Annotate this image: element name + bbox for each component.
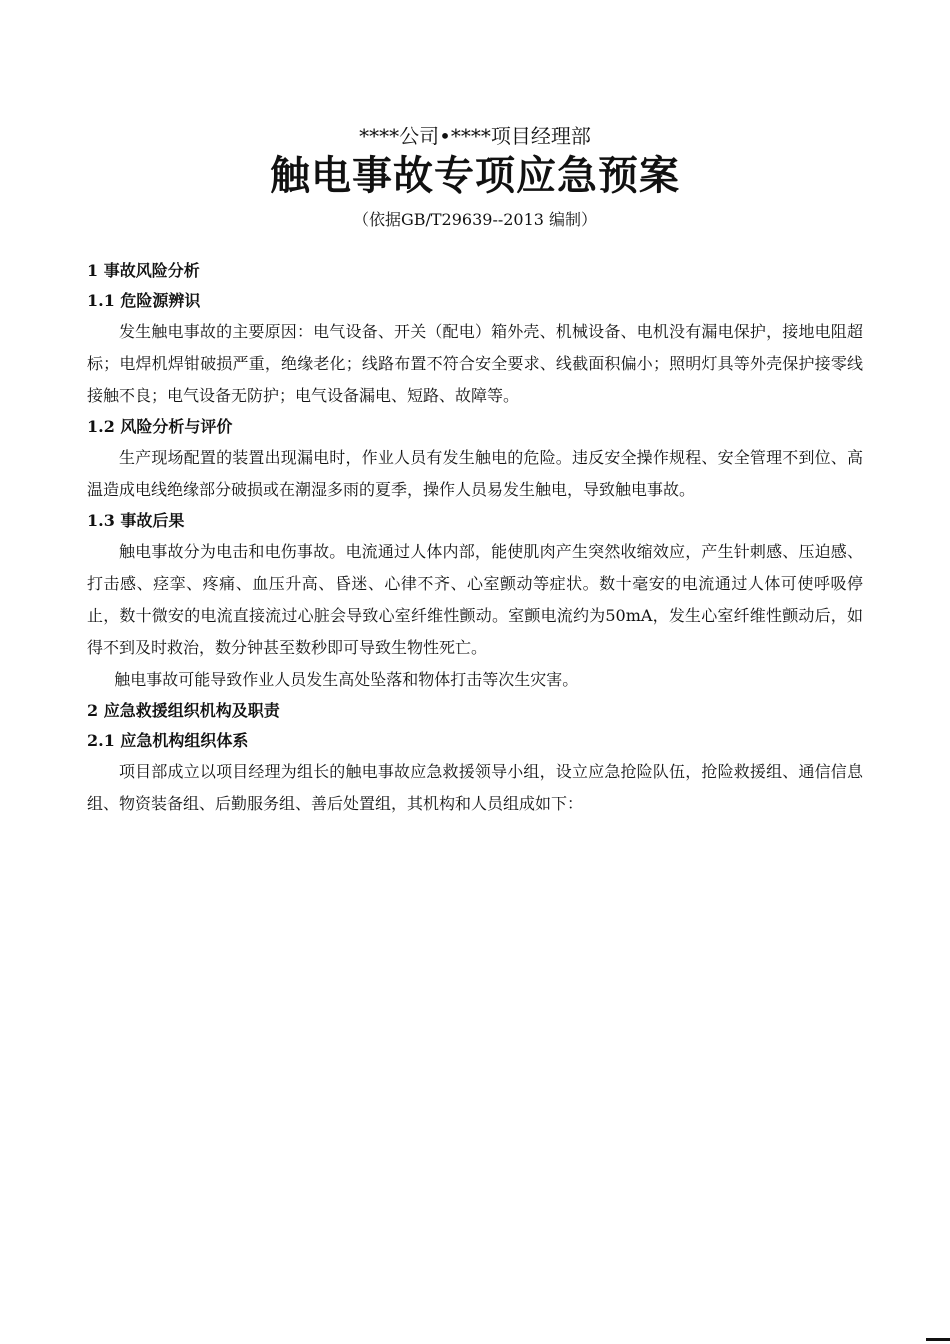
- paragraph-hazard-identification: 发生触电事故的主要原因：电气设备、开关（配电）箱外壳、机械设备、电机没有漏电保护，接地电阻超标；电焊机焊钳破损严重，绝缘老化；线路布置不符合安全要求、线截面积偏小；照明灯具等外壳保护接零线接触不良；电气设备无防护；电气设备漏电、短路、故障等。: [87, 322, 863, 405]
- section-heading-1-1: 1.1 危险源辨识: [87, 291, 201, 310]
- paragraph-secondary-hazards: 触电事故可能导致作业人员发生高处坠落和物体打击等次生灾害。: [114, 670, 579, 689]
- paragraph-organization-system: 项目部成立以项目经理为组长的触电事故应急救援领导小组，设立应急抢险队伍，抢险救援组、通信信息组、物资装备组、后勤服务组、善后处置组，其机构和人员组成如下：: [87, 762, 863, 813]
- section-heading-1-2: 1.2 风险分析与评价: [87, 417, 233, 436]
- section-heading-1-3: 1.3 事故后果: [87, 511, 185, 530]
- organization-name: ****公司•****项目经理部: [359, 124, 591, 148]
- document-body: [87, 256, 863, 820]
- section-heading-2: 2 应急救援组织机构及职责: [87, 701, 280, 720]
- section-heading-2-1: 2.1 应急机构组织体系: [87, 731, 249, 750]
- section-heading-1: 1 事故风险分析: [87, 261, 200, 280]
- paragraph-risk-analysis: 生产现场配置的装置出现漏电时，作业人员有发生触电的危险。违反安全操作规程、安全管理不到位、高温造成电线绝缘部分破损或在潮湿多雨的夏季，操作人员易发生触电，导致触电事故。: [87, 448, 863, 499]
- document-title: 触电事故专项应急预案: [270, 152, 680, 199]
- standard-basis: （依据GB/T29639--2013 编制）: [352, 210, 598, 229]
- page-corner-arrow-icon: [920, 1330, 950, 1344]
- paragraph-consequences: 触电事故分为电击和电伤事故。电流通过人体内部，能使肌肉产生突然收缩效应，产生针刺感、压迫感、打击感、痉挛、疼痛、血压升高、昏迷、心律不齐、心室颤动等症状。数十毫安的电流通过人体可使呼吸停止，数十微安的电流直接流过心脏会导致心室纤维性颤动。室颤电流约为50mA，发生心室纤维性颤动后，如得不到及时救治，数分钟甚至数秒即可导致生物性死亡。: [87, 542, 863, 657]
